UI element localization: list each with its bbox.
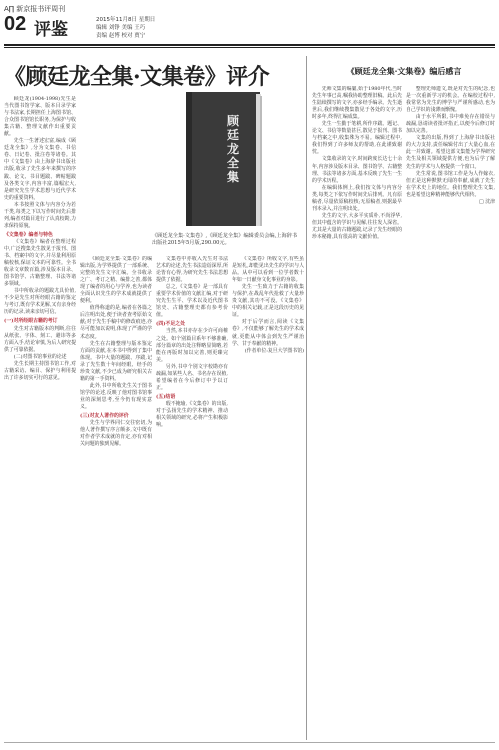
header-rule [4, 44, 495, 46]
paragraph: 文集的出版,得到了上海辞书出版社的大力支持,责任编辑付出了大量心血,在此一并致谢。希望这部文集能为学界研究先生及相关领域提供方便,也为后学了解先生的学术与人格提供一个窗口。 [406, 135, 495, 170]
article-column-3 [156, 256, 228, 740]
subheading: 《文集卷》编者与特色 [4, 231, 53, 238]
paragraph: 先生在古籍整理与版本鉴定方面的贡献,在本书中得到了集中体现。书中大量的题跋、序跋,记录了先生数十年间经眼、经手的珍贵文献,不少已成为研究相关古籍的第一手资料。 [80, 340, 152, 382]
subheading: (三)对友人著作的评价 [80, 413, 129, 420]
header-date: 2015年11月8日 星期日 [96, 17, 156, 23]
author-affiliation: (作者单位:复旦大学图书馆) [244, 347, 304, 354]
brand-label: A∏ 新京报书评周刊 [4, 5, 66, 13]
subheading: (四)不足之处 [156, 321, 186, 328]
article-column-1 [4, 96, 76, 740]
paragraph: 当然,本书亦存在少许可商榷之处。如个别篇目系年不够准确,部分篇章的出处注释略显简略,若能在再版时加以完善,则更臻完美。 [156, 328, 228, 363]
paragraph: 先生的文字,大多平实质朴,不尚浮华,但其中蕴含的学识与见解,往往发人深省。尤其是大量的古籍题跋,记录了先生经眼的珍本秘籍,具有很高的文献价值。 [312, 212, 402, 240]
paragraph: 由于水平所限,书中难免存在错误与疏漏,恳请读者批评指正,以便今后修订时加以完善。 [406, 114, 495, 135]
article-headline: 《顾廷龙全集·文集卷》评介 [4, 64, 270, 90]
paragraph: 顾廷龙(1904-1998)先生是当代图书馆学家、版本目录学家与书法家,长期担任上海图书馆、合众图书馆馆长职务,为保护与收集古籍、整理文献作出重要贡献。 [4, 96, 76, 138]
paragraph: 先生一生致力于古籍的收集与保护,在战乱年代抢救了大量珍贵文献,其功不可没。《文集卷》中的相关记载,正是这段历史的见证。 [232, 284, 304, 319]
side-column-2 [406, 86, 495, 740]
header-rule-thin [4, 47, 495, 48]
paragraph: 本书按照文体与内容分为若干类,每类之下以写作时间先后排列,编者对篇目进行了认真校勘,力求保持原貌。 [4, 201, 76, 229]
article-column-4 [232, 256, 304, 740]
paragraph: 文集收录的文字,时间跨度长达七十余年,内容涉及版本目录、图书馆学、古籍整理、书法等诸多方面,基本反映了先生一生的学术历程。 [312, 156, 402, 184]
side-column-1 [312, 86, 402, 740]
masthead [4, 4, 495, 44]
paragraph: 先生常说,图书馆工作是为人作嫁衣,但正是这种默默无闻的奉献,成就了先生在学术史上的地位。我们整理先生文集,也是希望这种精神能够代代相传。 [406, 170, 495, 198]
column-divider [306, 56, 307, 740]
side-article-title: 《顾廷龙全集·文集卷》编后感言 [346, 66, 462, 76]
subheading: (五)结语 [156, 393, 176, 400]
paragraph: 《文集卷》编者在整理过程中,广泛搜集先生散见于报刊、图书、档案中的文字,并尽量利用原稿校核,保证文本的可靠性。全书收录文章数百篇,涉及版本目录、图书馆学、古籍整理、书法等诸多领域。 [4, 238, 76, 288]
book-cover-title: 顾廷龙全集 [226, 114, 239, 184]
article-column-2 [80, 256, 152, 740]
paragraph: 先师文集的编纂,始于1980年代,当时先生年事已高,嘱我协助整理旧稿。此后先生陆续撰写的文字,亦多经手编录。先生逝世后,我们继续搜集散见于各处的文字,历时多年,终得汇编成集。 [312, 86, 402, 121]
paragraph: 先生一生勤于笔耕,所作序跋、题记、论文、书信等数量甚巨,散见于报刊、图书与档案之中,收集殊为不易。编辑过程中,我们得到了许多师友的帮助,在此谨致谢忱。 [312, 121, 402, 156]
paragraph: 书中所收录的题跋尤具价值,不少是先生对所经眼古籍的鉴定与考订,既有学术见解,又有亲身经历的记录,读来亲切可信。 [4, 288, 76, 316]
paragraph: 对于后学而言,阅读《文集卷》,不仅能够了解先生的学术成就,更能从中体会到先生严谨治学、甘于奉献的精神。 [232, 319, 304, 347]
section-title: 评鉴 [34, 20, 68, 40]
paragraph: 整理先师遗文,既是对先生的纪念,也是一次重新学习的机会。在编校过程中,我常常为先生的博学与严谨所感动,也为自己学识的浅薄而惭愧。 [406, 86, 495, 114]
paragraph: 《文集卷》所收文字,有些虽是短札,却能见出先生的学识与人品。从中可以看到一位学者数十年如一日献身文化事业的身影。 [232, 256, 304, 284]
paragraph: 在编辑体例上,我们按文体与内容分类,每类之下依写作时间先后排列。凡有原稿者,尽量依原稿校核;无原稿者,则据最早刊本录入,并注明出处。 [312, 184, 402, 212]
paragraph: 先生对古籍版本的判断,往往从纸张、字体、刻工、避讳等多方面入手,结论审慎,为后人研究提供了可靠依据。 [4, 325, 76, 353]
paragraph: 瑕不掩瑜,《文集卷》的出版,对于弘扬先生的学术精神、推动相关领域的研究,必将产生积极影响。 [156, 400, 228, 429]
book-cover-photo [180, 88, 266, 230]
photo-caption: 《顾廷龙全集·文集卷》,《顾廷龙全集》编辑委员会编,上海辞书出版社2015年5月版,290.00元。 [152, 233, 298, 246]
page-number: 02 [4, 13, 27, 35]
paragraph: 先生一生著述宏富,编成《顾廷龙全集》,分为文集卷、书信卷、日记卷、批注卷等诸卷。其中《文集卷》由上海辞书出版社出版,收录了先生多年来撰写的序跋、论文、书目题跋、碑帖题跋及各类文字,内容丰富,篇幅宏大,是研究先生学术思想与近代学术史的重要资料。 [4, 138, 76, 201]
paragraph: (二)对图书馆事业的论述 [13, 353, 67, 360]
footer-rule [4, 742, 495, 743]
paragraph: 《顾廷龙全集·文集卷》的编辑出版,为学界提供了一部系统、完整的先生文字汇编。全书收录之广、考订之精、编排之善,都体现了编者的用心与学养,也为读者全面认识先生的学术成就提供了便利。 [80, 256, 152, 305]
header-meta [96, 16, 155, 40]
paragraph: 文集卷中亦收入先生对书法艺术的论述,先生书法造诣深厚,所论皆有心得,为研究先生书法思想提供了依据。 [156, 256, 228, 284]
side-author: □ 沈津 [479, 198, 495, 205]
paragraph: 另外,书中个别文字校勘亦有疏漏,如某些人名、书名存在误植,希望编者在今后修订中予以订正。 [156, 363, 228, 391]
paragraph: 此外,书中所收先生关于图书馆学的论述,反映了他对图书馆事业的深刻思考,至今仍有现实意义。 [80, 382, 152, 410]
paragraph: 先生与学界同仁交往密切,为他人著作撰写序言颇多,文中既有对作者学术成就的肯定,亦有对相关问题的独到见解。 [80, 420, 152, 448]
book-cover-image [180, 88, 266, 230]
paragraph: 总之,《文集卷》是一部具有重要学术价值的文献汇编,对于研究先生生平、学术以及近代图书馆史、古籍整理史都有参考价值。 [156, 284, 228, 319]
header-proofreaders: 责编 赵博 校对 贾宁 [96, 33, 146, 39]
paragraph: 先生长期主持图书馆工作,对古籍采访、编目、保护与利用提出了许多切实可行的意见。 [4, 360, 76, 381]
paragraph: 值得称道的是,编者在各篇之后注明出处,便于读者查考原始文献;对于先生手稿中的修改痕迹,亦尽可能加以说明,体现了严谨的学术态度。 [80, 305, 152, 340]
header-editors: 编辑 刘铮 美编 王巧 [96, 25, 146, 31]
subheading: (一)对所经眼古籍的考订 [4, 318, 58, 325]
